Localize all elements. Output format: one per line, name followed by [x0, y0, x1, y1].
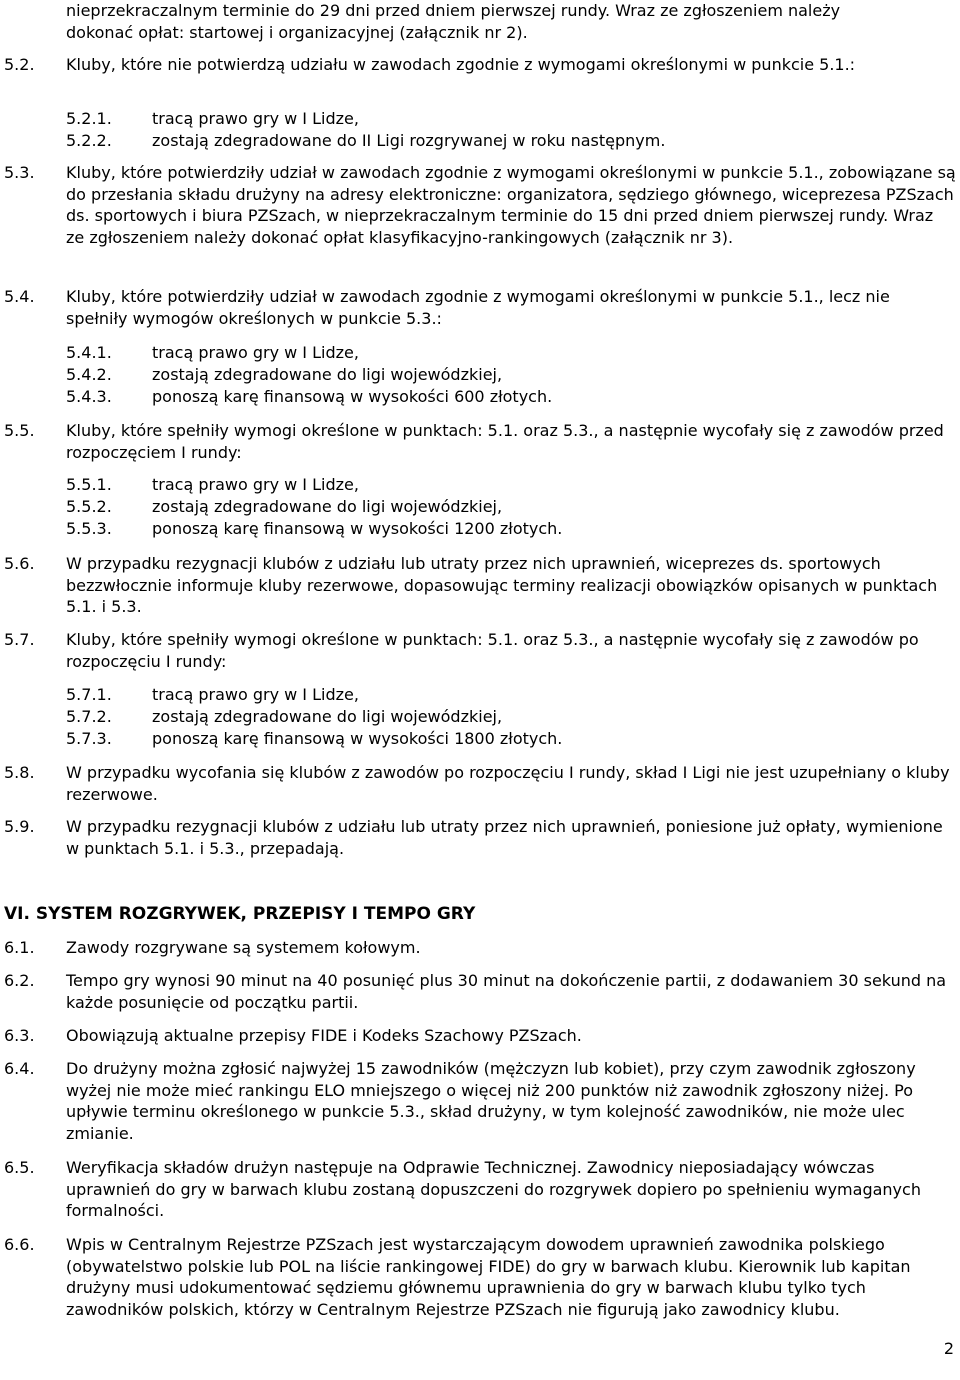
- item-number: 5.8.: [4, 763, 35, 782]
- item-text: Wpis w Centralnym Rejestrze PZSzach jest wystarczającym dowodem uprawnień zawodnika polskiego (obywatelstwo polskie lub POL na liście rankingowej FIDE) do gry w barwach klubu. Kierownik lub kapitan drużyny musi udokumentować sędziemu głównemu uprawnienia do gry w barwach klubu tylko tych zawodników polskich, którzy w Centralnym Rejestrze PZSzach nie figurują jako zawodnicy klubu.: [66, 1235, 911, 1319]
- item-number: 5.5.: [4, 421, 35, 440]
- section-6-heading: VI. SYSTEM ROZGRYWEK, PRZEPISY I TEMPO GRY: [4, 904, 476, 924]
- sub-item-text: zostają zdegradowane do II Ligi rozgrywanej w roku następnym.: [152, 131, 666, 150]
- sub-item-text: tracą prawo gry w I Lidze,: [152, 475, 359, 494]
- section-6-4: [4, 1058, 956, 1144]
- sub-item-text: ponoszą karę finansową w wysokości 1800 złotych.: [152, 729, 563, 748]
- item-text: W przypadku rezygnacji klubów z udziału lub utraty przez nich uprawnień, poniesione już opłaty, wymienione w punktach 5.1. i 5.3., przepadają.: [66, 817, 943, 858]
- item-number: 5.4.: [4, 287, 35, 306]
- intro-line-1: nieprzekraczalnym terminie do 29 dni przed dniem pierwszej rundy. Wraz ze zgłoszeniem należy: [66, 1, 841, 20]
- item-text: W przypadku wycofania się klubów z zawodów po rozpoczęciu I rundy, skład I Ligi nie jest uzupełniany o kluby rezerwowe.: [66, 763, 950, 804]
- section-5-8: [4, 762, 956, 805]
- item-number: 5.3.: [4, 163, 35, 182]
- sub-item-5-7-2: [66, 706, 946, 728]
- item-text: Zawody rozgrywane są systemem kołowym.: [66, 938, 421, 957]
- item-number: 6.1.: [4, 938, 35, 957]
- item-text: Do drużyny można zgłosić najwyżej 15 zawodników (mężczyzn lub kobiet), przy czym zawodnik zgłoszony wyżej nie może mieć rankingu ELO mniejszego o więcej niż 200 punktów niż zawodnik zgłoszony niżej. Po upływie terminu określonego w punkcie 5.3., skład drużyny, w tym kolejność zawodników, nie może ulec zmianie.: [66, 1059, 916, 1143]
- item-text: Obowiązują aktualne przepisy FIDE i Kodeks Szachowy PZSzach.: [66, 1026, 582, 1045]
- sub-item-number: 5.4.3.: [66, 387, 112, 406]
- item-number: 5.2.: [4, 55, 35, 74]
- item-text: Kluby, które spełniły wymogi określone w punktach: 5.1. oraz 5.3., a następnie wycofały się z zawodów przed rozpoczęciem I rundy:: [66, 421, 944, 462]
- item-number: 5.9.: [4, 817, 35, 836]
- item-number: 5.6.: [4, 554, 35, 573]
- sub-item-text: ponoszą karę finansową w wysokości 600 złotych.: [152, 387, 553, 406]
- section-5-5: [4, 420, 956, 463]
- item-number: 6.4.: [4, 1059, 35, 1078]
- sub-item-5-4-1: [66, 342, 946, 364]
- item-text: Tempo gry wynosi 90 minut na 40 posunięć plus 30 minut na dokończenie partii, z dodawaniem 30 sekund na każde posunięcie od początku partii.: [66, 971, 947, 1012]
- section-5-3: [4, 162, 956, 248]
- sub-item-text: zostają zdegradowane do ligi wojewódzkiej,: [152, 707, 503, 726]
- sub-item-5-5-1: [66, 474, 946, 496]
- sub-item-text: ponoszą karę finansową w wysokości 1200 złotych.: [152, 519, 563, 538]
- sub-item-5-2-1: [66, 108, 946, 130]
- sub-item-number: 5.7.3.: [66, 729, 112, 748]
- section-6-2: [4, 970, 956, 1013]
- sub-item-text: tracą prawo gry w I Lidze,: [152, 343, 359, 362]
- page-number: 2: [943, 1339, 954, 1358]
- section-5-4: [4, 286, 956, 329]
- sub-item-number: 5.5.2.: [66, 497, 112, 516]
- sub-item-number: 5.4.1.: [66, 343, 112, 362]
- section-5-7: [4, 629, 956, 672]
- item-number: 6.6.: [4, 1235, 35, 1254]
- sub-item-number: 5.2.2.: [66, 131, 112, 150]
- sub-item-5-5-2: [66, 496, 946, 518]
- section-6-6: [4, 1234, 956, 1320]
- sub-item-number: 5.7.2.: [66, 707, 112, 726]
- sub-item-5-5-3: [66, 518, 946, 540]
- item-text: Kluby, które nie potwierdzą udziału w zawodach zgodnie z wymogami określonymi w punkcie 5.1.:: [66, 55, 856, 74]
- item-text: W przypadku rezygnacji klubów z udziału lub utraty przez nich uprawnień, wiceprezes ds. sportowych bezzwłocznie informuje kluby rezerwowe, dopasowując terminy realizacji obowiązków opisanych w punktach 5.1. i 5.3.: [66, 554, 938, 616]
- sub-item-number: 5.5.3.: [66, 519, 112, 538]
- item-text: Kluby, które potwierdziły udział w zawodach zgodnie z wymogami określonymi w punkcie 5.1., zobowiązane są do przesłania składu drużyny na adresy elektroniczne: organizatora, sędziego głównego, wiceprezesa PZSzach ds. sportowych i biura PZSzach, w nieprzekraczalnym terminie do 15 dni przed dniem pierwszej rundy. Wraz ze zgłoszeniem należy dokonać opłat klasyfikacyjno-rankingowych (załącznik nr 3).: [66, 163, 956, 247]
- intro-paragraph: [4, 0, 956, 43]
- sub-item-number: 5.5.1.: [66, 475, 112, 494]
- sub-item-text: tracą prawo gry w I Lidze,: [152, 685, 359, 704]
- section-6-3: [4, 1025, 956, 1047]
- sub-item-number: 5.4.2.: [66, 365, 112, 384]
- item-text: Weryfikacja składów drużyn następuje na Odprawie Technicznej. Zawodnicy nieposiadający wówczas uprawnień do gry w barwach klubu zostaną dopuszczeni do rozgrywek dopiero po spełnieniu wymaganych formalności.: [66, 1158, 921, 1220]
- sub-item-text: zostają zdegradowane do ligi wojewódzkiej,: [152, 365, 503, 384]
- sub-item-number: 5.2.1.: [66, 109, 112, 128]
- item-text: Kluby, które potwierdziły udział w zawodach zgodnie z wymogami określonymi w punkcie 5.1., lecz nie spełniły wymogów określonych w punkcie 5.3.:: [66, 287, 890, 328]
- section-5-9: [4, 816, 956, 859]
- item-number: 6.3.: [4, 1026, 35, 1045]
- sub-item-5-7-1: [66, 684, 946, 706]
- sub-item-text: tracą prawo gry w I Lidze,: [152, 109, 359, 128]
- sub-item-5-7-3: [66, 728, 946, 750]
- section-6-5: [4, 1157, 956, 1222]
- sub-item-5-4-3: [66, 386, 946, 408]
- section-6-1: [4, 937, 956, 959]
- sub-item-5-4-2: [66, 364, 946, 386]
- section-5-2: [4, 54, 956, 76]
- item-number: 6.5.: [4, 1158, 35, 1177]
- sub-item-text: zostają zdegradowane do ligi wojewódzkiej,: [152, 497, 503, 516]
- intro-line-2: dokonać opłat: startowej i organizacyjnej (załącznik nr 2).: [66, 22, 528, 42]
- section-5-6: [4, 553, 956, 618]
- item-number: 6.2.: [4, 971, 35, 990]
- item-text: Kluby, które spełniły wymogi określone w punktach: 5.1. oraz 5.3., a następnie wycofały się z zawodów po rozpoczęciu I rundy:: [66, 630, 919, 671]
- sub-item-number: 5.7.1.: [66, 685, 112, 704]
- sub-item-5-2-2: [66, 130, 946, 152]
- item-number: 5.7.: [4, 630, 35, 649]
